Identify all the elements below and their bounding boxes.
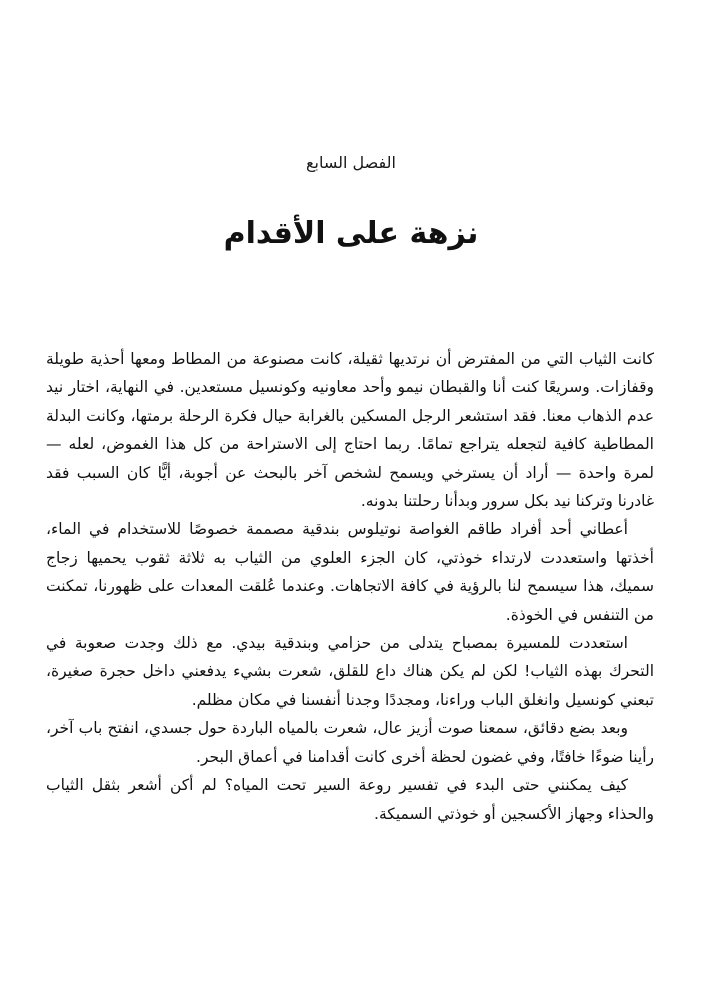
chapter-title: نزهة على الأقدام <box>223 216 479 251</box>
paragraph-5: كيف يمكنني حتى البدء في تفسير روعة السير تحت المياه؟ لم أكن أشعر بثقل الثياب والحذاء وجهاز الأكسجين أو خوذتي السميكة. <box>46 776 654 823</box>
paragraph-4: وبعد بضع دقائق، سمعنا صوت أزيز عال، شعرت بالمياه الباردة حول جسدي، انفتح باب آخر، رأينا ضوءًا خافتًا، وفي غضون لحظة أخرى كانت أقدامنا في أعماق البحر. <box>46 719 654 766</box>
paragraph-3: استعددت للمسيرة بمصباح يتدلى من حزامي وبندقية بيدي. مع ذلك وجدت صعوبة في التحرك بهذه الثياب! لكن لم يكن هناك داع للقلق، شعرت بشيء يدفعني داخل حجرة صغيرة، تبعني كونسيل وانغلق الباب وراءنا، ومجددًا وجدنا أنفسنا في مكان مظلم. <box>46 634 654 709</box>
chapter-body <box>46 345 654 828</box>
chapter-label: الفصل السابع <box>306 153 396 172</box>
paragraph-1: كانت الثياب التي من المفترض أن نرتديها ثقيلة، كانت مصنوعة من المطاط ومعها أحذية طويلة وقفازات. وسريعًا كنت أنا والقبطان نيمو وأحد معاونيه وكونسيل مستعدين. في النهاية، اختار نيد عدم الذهاب معنا. فقد استشعر الرجل المسكين بالغرابة حيال فكرة الرحلة برمتها، وكانت البدلة المطاطية كافية لتجعله يتراجع تمامًا. ربما احتاج إلى الاستراحة من كل هذا الغموض، لعله — لمرة واحدة — أراد أن يسترخي ويسمح لشخص آخر بالبحث عن أجوبة، أيًّا كان السبب فقد غادرنا وتركنا نيد بكل سرور وبدأنا رحلتنا بدونه. <box>46 350 654 511</box>
paragraph-2: أعطاني أحد أفراد طاقم الغواصة نوتيلوس بندقية مصممة خصوصًا للاستخدام في الماء، أخذتها واستعددت لارتداء خوذتي، كان الجزء العلوي من الثياب به ثلاثة ثقوب يحميها زجاج سميك، هذا سيسمح لنا بالرؤية في كافة الاتجاهات. وعندما عُلقت المعدات على ظهورنا، تمكنت من التنفس في الخوذة. <box>46 520 654 624</box>
